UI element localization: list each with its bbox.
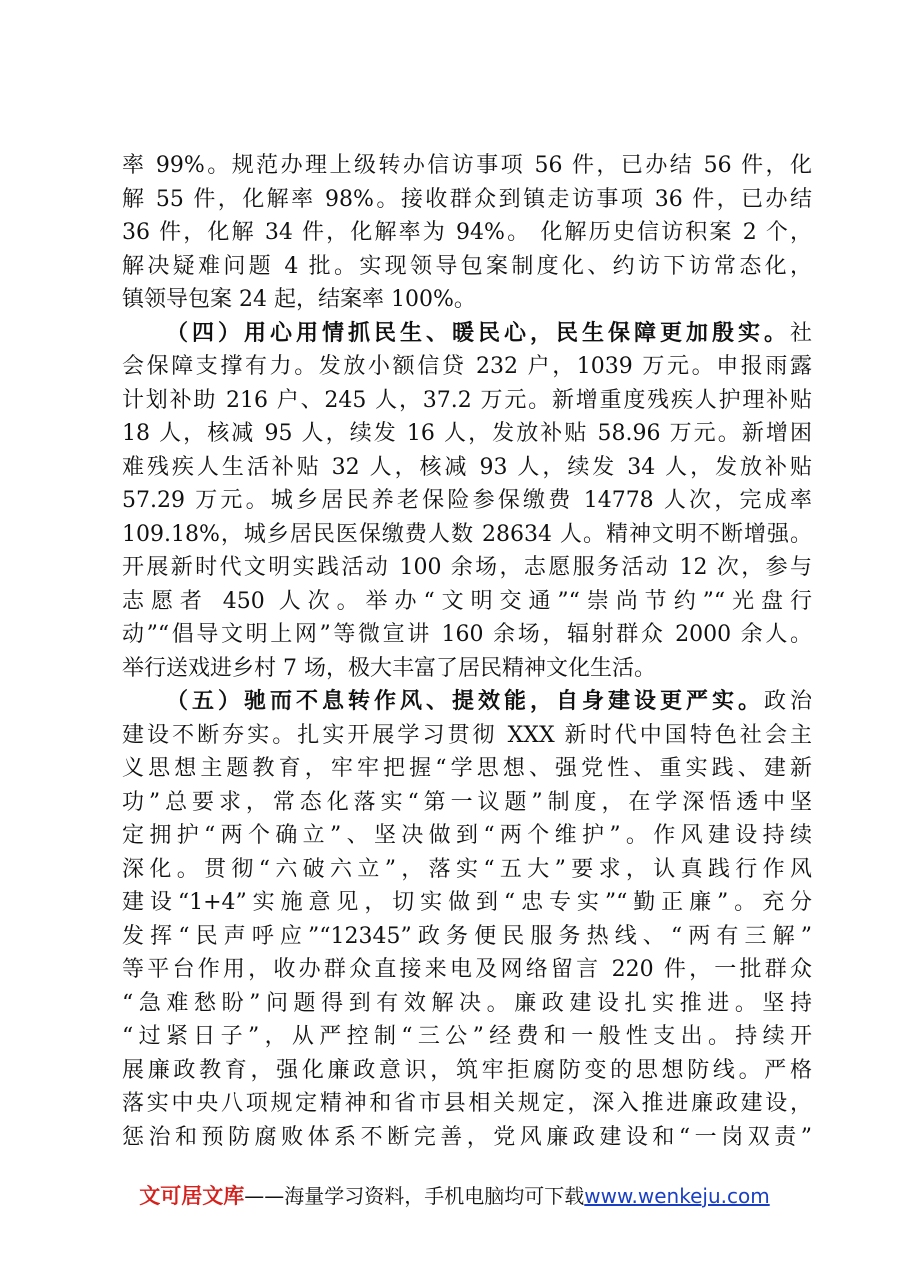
line-text: 率 99%。规范办理上级转办信访事项 56 件，已办结 56 件，化 (122, 153, 812, 178)
text-line (122, 853, 812, 887)
text-line (122, 719, 812, 753)
line-text: 解 55 件，化解率 98%。接收群众到镇走访事项 36 件，已办结 (122, 186, 812, 212)
line-text: 功”总要求，常态化落实“第一议题”制度，在学深悟透中坚 (122, 789, 812, 815)
line-text: 计划补助 216 户、245 人，37.2 万元。新增重度残疾人护理补贴 (122, 387, 812, 413)
line-text: 发挥“民声呼应”“12345”政务便民服务热线、“两有三解” (122, 923, 812, 949)
line-text: 深化。贯彻“六破六立”，落实“五大”要求，认真践行作风 (122, 856, 812, 882)
text-line (122, 417, 812, 451)
line-text: 解决疑难问题 4 批。实现领导包案制度化、约访下访常态化， (122, 253, 812, 279)
footer-site-link[interactable]: www.wenkeju.com (584, 1184, 770, 1208)
line-text: 志愿者 450 人次。举办“文明交通”“崇尚节约”“光盘行 (122, 588, 812, 614)
text-line (122, 317, 812, 351)
text-line (122, 451, 812, 485)
line-text: 定拥护“两个确立”、坚决做到“两个维护”。作风建设持续 (122, 823, 812, 848)
line-text: 36 件，化解 34 件，化解率为 94%。 化解历史信访积案 2 个， (122, 220, 812, 245)
line-text: 109.18%，城乡居民医保缴费人数 28634 人。精神文明不断增强。 (122, 521, 812, 547)
text-line (122, 585, 812, 619)
text-line (122, 652, 812, 686)
line-text: 18 人，核减 95 人，续发 16 人，发放补贴 58.96 万元。新增困 (122, 421, 812, 446)
line-text: 动”“倡导文明上网”等微宣讲 160 余场，辐射群众 2000 余人。 (122, 622, 812, 647)
line-text: 惩治和预防腐败体系不断完善，党风廉政建设和“一岗双责” (122, 1124, 812, 1150)
text-line (122, 987, 812, 1021)
text-line (122, 1020, 812, 1054)
line-text: “急难愁盼”问题得到有效解决。廉政建设扎实推进。坚持 (122, 990, 812, 1016)
line-text: 展廉政教育，强化廉政意识，筑牢拒腐防变的思想防线。严格 (122, 1057, 812, 1083)
text-line (122, 1087, 812, 1121)
footer-brand: 文可居文库 (139, 1184, 245, 1208)
text-line (122, 819, 812, 853)
text-line (122, 484, 812, 518)
section-heading: （五）驰而不息转作风、提效能，自身建设更严实。 (166, 688, 764, 714)
text-line (122, 350, 812, 384)
line-text: 会保障支撑有力。发放小额信贷 232 户，1039 万元。申报雨露 (122, 354, 812, 379)
text-line (122, 183, 812, 217)
section-heading: （四）用心用情抓民生、暖民心，民生保障更加殷实。 (166, 319, 790, 346)
text-line (122, 216, 812, 250)
line-text: 等平台作用，收办群众直接来电及网络留言 220 件，一批群众 (122, 957, 812, 982)
line-text: 社 (789, 320, 812, 346)
text-line (122, 752, 812, 786)
line-text: 建设不断夯实。扎实开展学习贯彻 XXX 新时代中国特色社会主 (122, 722, 812, 748)
line-text: 落实中央八项规定精神和省市县相关规定，深入推进廉政建设， (122, 1091, 812, 1116)
line-text: 镇领导包案 24 起，结案率 100%。 (122, 287, 476, 312)
text-line (122, 384, 812, 418)
text-line (122, 149, 812, 183)
text-line (122, 886, 812, 920)
document-body (122, 149, 812, 1154)
text-line (122, 1054, 812, 1088)
text-line (122, 786, 812, 820)
text-line (122, 685, 812, 719)
line-text: 难残疾人生活补贴 32 人，核减 93 人，续发 34 人，发放补贴 (122, 454, 812, 480)
text-line (122, 1121, 812, 1155)
line-text: 57.29 万元。城乡居民养老保险参保缴费 14778 人次，完成率 (122, 488, 812, 513)
footer-banner (0, 1180, 909, 1210)
text-line (122, 618, 812, 652)
text-line (122, 250, 812, 284)
line-text: 义思想主题教育，牢牢把握“学思想、强党性、重实践、建新 (122, 756, 812, 781)
text-line (122, 551, 812, 585)
line-text: 开展新时代文明实践活动 100 余场，志愿服务活动 12 次，参与 (122, 555, 812, 580)
line-text: 建设“1+4”实施意见，切实做到“忠专实”“勤正廉”。充分 (122, 890, 812, 915)
line-text: 举行送戏进乡村 7 场，极大丰富了居民精神文化生活。 (122, 655, 656, 681)
text-line (122, 920, 812, 954)
text-line (122, 283, 812, 317)
text-line (122, 518, 812, 552)
footer-tagline: ——海量学习资料，手机电脑均可下载 (244, 1184, 585, 1208)
line-text: 政治 (763, 689, 812, 714)
line-text: “过紧日子”，从严控制“三公”经费和一般性支出。持续开 (122, 1024, 812, 1049)
text-line (122, 953, 812, 987)
